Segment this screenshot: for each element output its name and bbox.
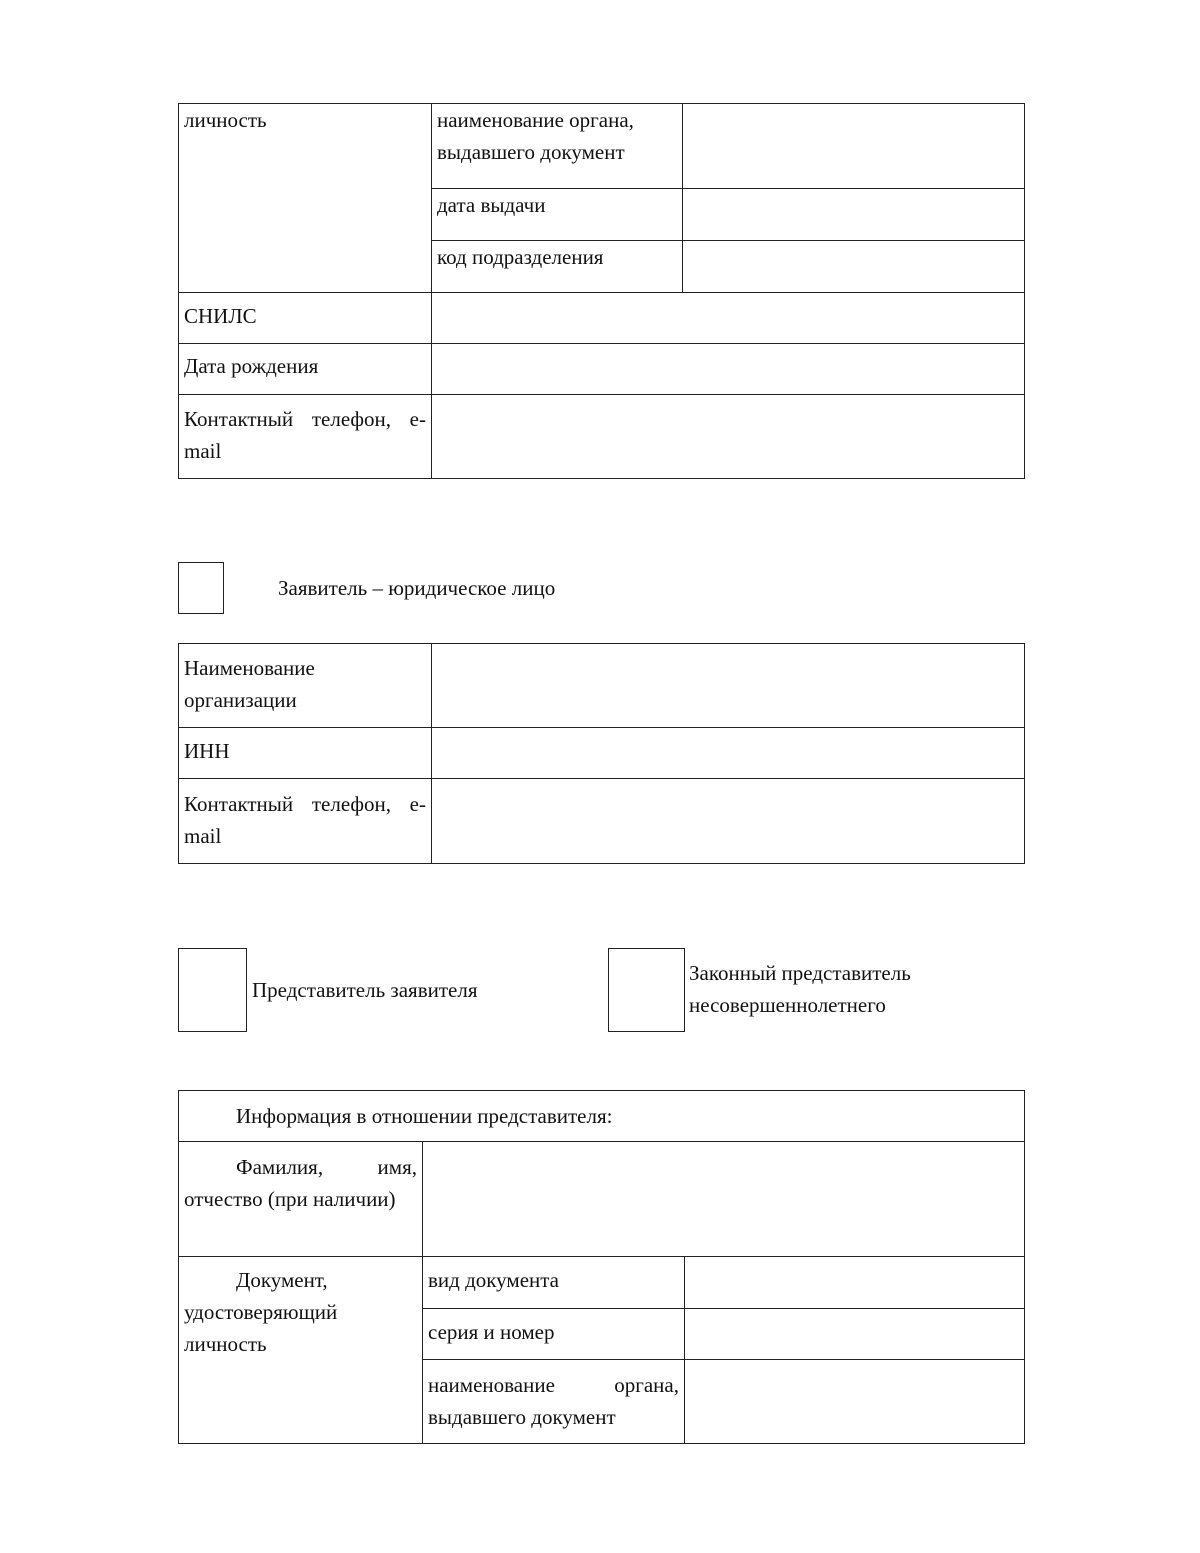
legal-entity-label: Заявитель – юридическое лицо (278, 576, 556, 600)
org-name-field[interactable] (432, 644, 1025, 728)
series-field[interactable] (685, 1309, 1025, 1360)
division-code-field[interactable] (683, 241, 1025, 293)
inn-label: ИНН (184, 739, 230, 763)
snils-label: СНИЛС (184, 304, 257, 328)
rep-issuer-label-cell (423, 1360, 685, 1444)
issue-date-label-cell (432, 189, 683, 241)
legal-guardian-checkbox[interactable] (608, 948, 685, 1032)
doc-type-label: вид документа (428, 1268, 560, 1292)
issue-date-label: дата выдачи (437, 193, 546, 217)
contact-field[interactable] (432, 395, 1025, 479)
doc-type-label-cell (423, 1257, 685, 1309)
id-doc-label-cell (179, 1257, 423, 1444)
inn-field[interactable] (432, 728, 1025, 779)
id-doc-label: Документ, удостоверяющий личность (184, 1268, 338, 1356)
doc-type-field[interactable] (685, 1257, 1025, 1309)
applicant-representative-label: Представитель заявителя (252, 978, 478, 1002)
legal-entity-table (178, 643, 1025, 864)
contact-label-cell (179, 395, 432, 479)
inn-label-cell (179, 728, 432, 779)
series-label-cell (423, 1309, 685, 1360)
rep-issuer-field[interactable] (685, 1360, 1025, 1444)
issue-date-field[interactable] (683, 189, 1025, 241)
division-code-label: код подразделения (437, 245, 604, 269)
contact-label: Контактный телефон, e-mail (184, 407, 426, 463)
legal-contact-label-cell (179, 779, 432, 864)
issuer-field[interactable] (683, 104, 1025, 189)
division-code-label-cell (432, 241, 683, 293)
applicant-representative-checkbox[interactable] (178, 948, 247, 1032)
legal-contact-label: Контактный телефон, e-mail (184, 792, 426, 848)
legal-guardian-label: Законный представитель несовершеннолетнего (689, 961, 911, 1017)
legal-entity-checkbox[interactable] (178, 562, 224, 614)
representative-table (178, 1090, 1025, 1444)
representative-header-cell (179, 1091, 1025, 1142)
birth-date-field[interactable] (432, 344, 1025, 395)
snils-field[interactable] (432, 293, 1025, 344)
rep-issuer-label: наименование органа, выдавшего документ (428, 1373, 679, 1429)
legal-contact-field[interactable] (432, 779, 1025, 864)
identity-doc-label: личность (184, 108, 267, 132)
applicant-individual-table (178, 103, 1025, 479)
birth-date-label-cell (179, 344, 432, 395)
series-label: серия и номер (428, 1320, 555, 1344)
snils-label-cell (179, 293, 432, 344)
issuer-label: наименование органа, выдавшего документ (437, 108, 634, 164)
org-name-label-cell (179, 644, 432, 728)
fio-label: Фамилия, имя, отчество (при наличии) (184, 1155, 417, 1211)
issuer-label-cell (432, 104, 683, 189)
org-name-label: Наименование организации (184, 656, 315, 712)
representative-section-header: Информация в отношении представителя: (236, 1104, 613, 1128)
birth-date-label: Дата рождения (184, 354, 319, 378)
fio-field[interactable] (423, 1142, 1025, 1257)
identity-doc-label-cell (179, 104, 432, 293)
fio-label-cell (179, 1142, 423, 1257)
